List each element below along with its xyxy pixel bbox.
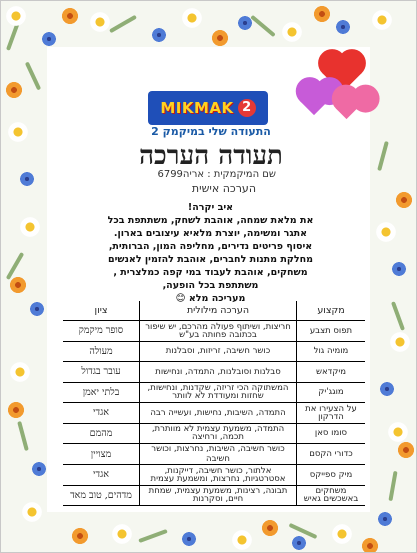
table-row [63,382,365,403]
letter-line: משחקים, אוהבת לעבוד במי קפה כמלצרית , [113,267,308,278]
grade-cell: בלתי יאמן [63,382,140,403]
grade-cell: אגדי [63,465,140,486]
subject-cell: מיק ספייקס [297,465,366,486]
evaluation-cell: התמדה, השיבות, נחישות, ועשייה רבה [140,403,297,424]
subject-cell: כדורי הקסם [297,444,366,465]
header-verbal-evaluation: הערכה מילולית [140,301,297,321]
table-row [63,362,365,383]
evaluation-cell: כושר חשיבה, השיבות, נחרצות, וכושר חשיבה [140,444,297,465]
letter-line: מחלקת מתנות לחברים, אוהבת להזמין לאנשים [108,254,313,265]
mikmak-logo [148,91,268,125]
subject-cell: סומו סאן [297,423,366,444]
table-row [63,465,365,486]
table-row [63,341,365,362]
certificate-title: תעודה הערכה [139,141,283,171]
evaluation-cell: המשתוקה הכי זריזה, שקדנות, ונחישות, שחזות ומעודדת לא לוותר [140,382,297,403]
logo-text: MIKMAK [160,99,234,117]
header-subject: מקצוע [297,301,366,321]
subject-cell: תפוס תצבע [297,321,366,342]
grade-cell: מהמם [63,423,140,444]
player-name-line: שם המיקמקית : אריה6799 [157,169,276,180]
personal-evaluation-label: הערכה אישית [191,182,256,195]
grade-cell: עובר בגדול [63,362,140,383]
subject-cell: על הצעירו את הדרקון [297,403,366,424]
subject-cell: משחקים באשכשים גאיש [297,485,366,506]
letter-line: איסוף פריטים נדירים, מחליפה המון, הברותית, [108,241,313,252]
logo-number: 2 [238,99,256,117]
table-row [63,403,365,424]
grades-table [63,301,365,506]
subject-cell: מוגג'יק [297,382,366,403]
subject-cell: מיקדאש [297,362,366,383]
evaluation-cell: כושר חשיבה, זריזות, וסבלנות [140,341,297,362]
grade-cell: סופר מיקמק [63,321,140,342]
grade-cell: מדהים, טוב מאד [63,485,140,506]
personal-letter [73,201,348,305]
letter-line: משתתפת בכל הופעה, [162,280,259,291]
grade-cell: אגדי [63,403,140,424]
table-row [63,423,365,444]
subject-cell: מומיה גול [297,341,366,362]
grade-cell: מצויין [63,444,140,465]
evaluation-cell: אלתור, כושר חשיבה, דייקנות, אסטרטגיות, נחרצות, ומשמעת עצמית [140,465,297,486]
header-grade: ציון [63,301,140,321]
evaluation-cell: סבלנות וסובלנות, התמדה, ונחישות [140,362,297,383]
letter-greeting: איב יקרה! [187,202,234,213]
evaluation-cell: התמדה, משמעת עצמית לא מוותרת, תכמה, ורחיצה [140,423,297,444]
evaluation-cell: תבונה, רצינות, משמעת עצמית, שמחת חיים, וסקרנות [140,485,297,506]
certificate-subtitle: התעודה שלי במיקמק 2 [151,125,271,138]
table-row [63,485,365,506]
table-header-row [63,301,365,321]
letter-closing: מעריכה מלא 😊 [175,293,246,304]
table-row [63,444,365,465]
grade-cell: מעולה [63,341,140,362]
table-row [63,321,365,342]
letter-line: את מלאת שמחה, אוהבת לשחק, משתתפת בכל [107,215,314,226]
letter-line: אתגר ומשימה, יוצרת מלאיא עיצובים בארון. [113,228,308,239]
evaluation-cell: חריצות, ושיתוף פעולה מהרכם, יש שיפור בכתובה פחותה בע"ש [140,321,297,342]
